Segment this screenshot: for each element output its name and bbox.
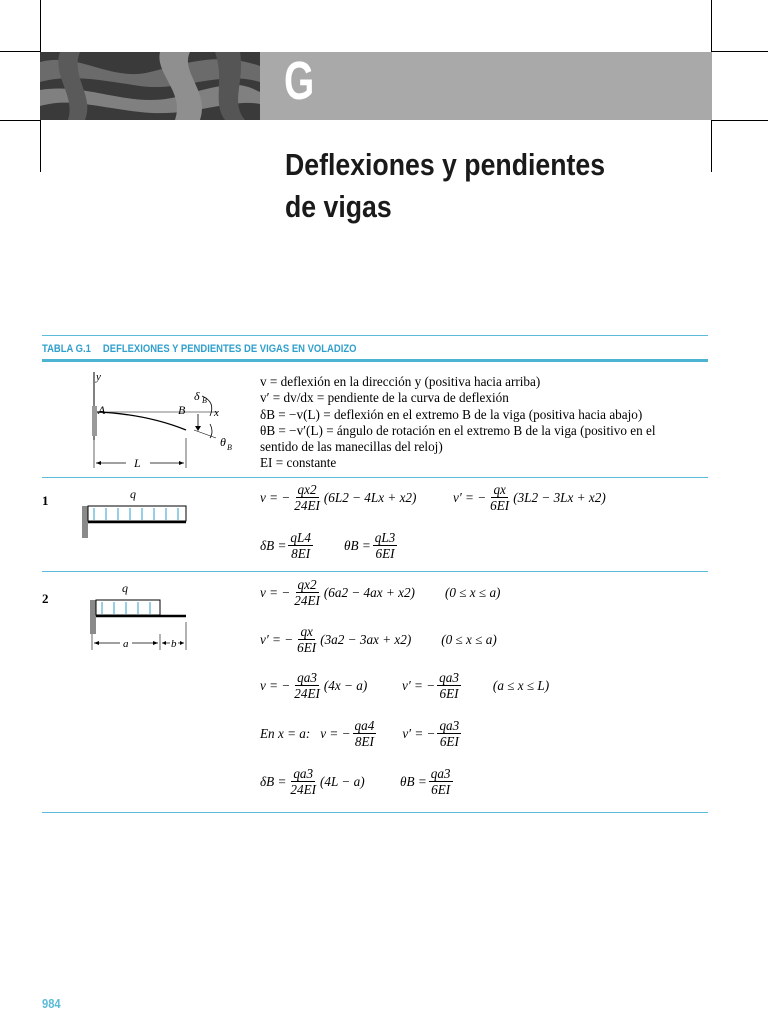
crop-mark-bottom-left-horizontal (0, 120, 40, 121)
case-2-end-rotation: θB = $\frac{qa3}{6EI}$ (400, 766, 451, 797)
load-arrows (102, 602, 150, 614)
case-2-values-at-x-equals-a: En x = a: v = − $\frac{qa4}{8EI}$ v′ = − $\frac{qa3}{6EI}$ (260, 718, 460, 749)
row-separator (42, 477, 708, 478)
crop-mark-top-right-horizontal (712, 51, 768, 52)
crop-mark-top-left-horizontal (0, 51, 40, 52)
case-number-2: 2 (42, 591, 49, 606)
load-arrows (94, 508, 178, 520)
case-1-slope-equation: v′ = − $\frac{qx}{6EI}$ (3L2 − 3Lx + x2) (453, 482, 606, 513)
case-2-deflection-equation-segment-2: v = − $\frac{qa3}{24EI}$ (4x − a) (260, 670, 368, 701)
chapter-letter: G (284, 51, 315, 111)
definitions-list (260, 374, 700, 472)
table-caption (42, 343, 356, 355)
label-q: q (130, 487, 136, 501)
definition-line: v = deflexión en la dirección y (positiva hacia arriba) (260, 374, 541, 389)
case-2-slope-equation-segment-2: v′ = − $\frac{qa3}{6EI}$ (a ≤ x ≤ L) (402, 670, 550, 701)
table-top-rule (42, 335, 708, 336)
crop-mark-bottom-right-horizontal (712, 120, 768, 121)
case-2-end-deflection: δB = $\frac{qa3}{24EI}$ (4L − a) (260, 766, 365, 797)
definition-line: v′ = dv/dx = pendiente de la curva de deflexión (260, 390, 509, 406)
case-1-deflection-equation: v = − $\frac{qx2}{24EI}$ (6L2 − 4Lx + x2) (260, 482, 417, 513)
fixed-support (82, 506, 88, 538)
fixed-support (90, 600, 96, 634)
row-separator (42, 571, 708, 572)
label-x: x (214, 407, 219, 419)
table-bottom-rule (42, 812, 708, 813)
deflection-curve (97, 412, 186, 430)
label-A: A (98, 403, 106, 417)
definition-line: θB = −v′(L) = ángulo de rotación en el extremo B de la viga (positivo en el (260, 422, 656, 438)
label-b: b (171, 638, 177, 650)
distributed-load (88, 506, 186, 521)
case-number-1: 1 (42, 493, 49, 508)
table-header-rule (42, 359, 708, 362)
label-a: a (123, 638, 129, 650)
chapter-header-photo (40, 52, 260, 120)
table-title: DEFLEXIONES Y PENDIENTES DE VIGAS EN VOLADIZO (102, 343, 357, 355)
chapter-title (285, 144, 605, 228)
label-theta-sub: B (227, 443, 232, 452)
table-label: TABLA G.1 (42, 343, 91, 355)
chapter-title-line-1: Deflexiones y pendientes (285, 147, 606, 182)
label-B: B (178, 403, 186, 417)
page-number: 984 (42, 996, 61, 1011)
label-theta: θ (220, 435, 226, 449)
definition-line: sentido de las manecillas del reloj) (260, 439, 443, 455)
label-y: y (96, 371, 101, 383)
case-2-slope-equation-segment-1: v′ = − $\frac{qx}{6EI}$ (3a2 − 3ax + x2) (0 ≤ x ≤ a) (260, 624, 497, 655)
cantilever-deflection-diagram (86, 368, 246, 476)
label-q: q (122, 581, 128, 595)
fixed-support (92, 406, 97, 436)
case-2-deflection-equation-segment-1: v = − $\frac{qx2}{24EI}$ (6a2 − 4ax + x2) (0 ≤ x ≤ a) (260, 577, 501, 608)
label-delta-sub: B (202, 396, 207, 405)
case-1-end-rotation: θB = $\frac{qL3}{6EI}$ (344, 530, 396, 561)
chapter-title-line-2: de vigas (285, 189, 392, 224)
definition-line: EI = constante (260, 455, 337, 471)
label-L: L (134, 456, 141, 470)
case-1-uniform-load-diagram (80, 486, 192, 542)
label-delta: δ (194, 389, 200, 403)
case-2-partial-load-diagram (80, 580, 192, 656)
case-1-end-deflection: δB = $\frac{qL4}{8EI}$ (260, 530, 311, 561)
definition-line: δB = −v(L) = deflexión en el extremo B de la viga (positiva hacia abajo) (260, 406, 643, 422)
